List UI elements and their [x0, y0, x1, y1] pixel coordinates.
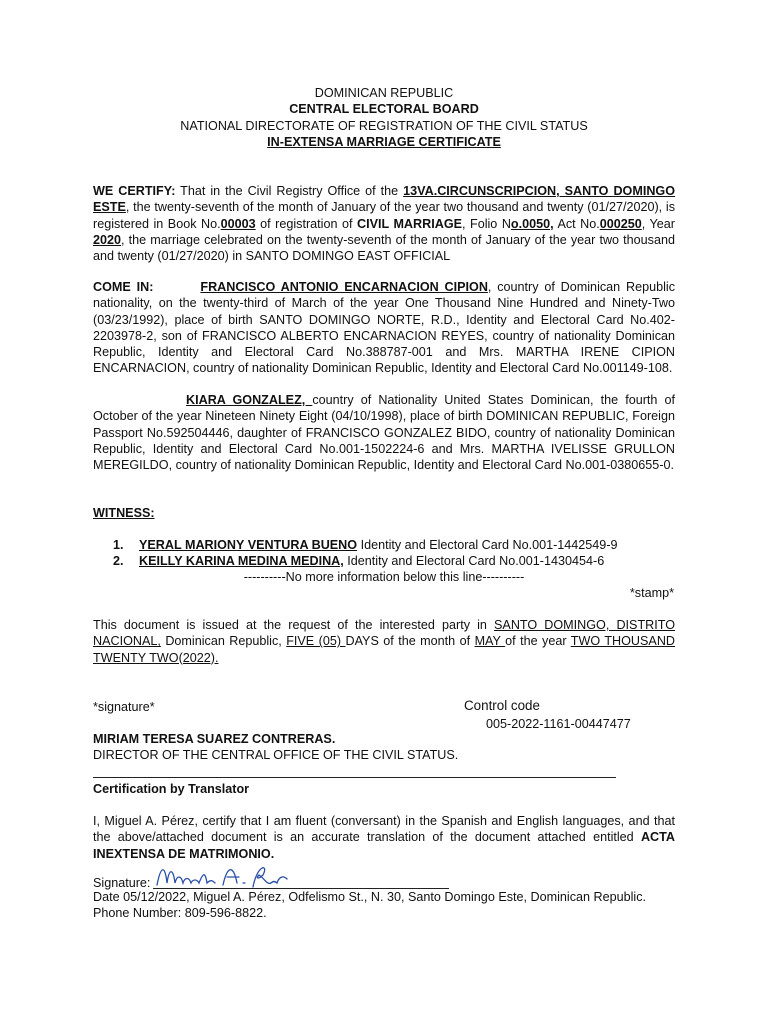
bride-name: KIARA GONZALEZ,: [186, 393, 313, 407]
witness-id: Identity and Electoral Card No.001-1430454-6: [343, 554, 605, 568]
translator-statement-text: I, Miguel A. Pérez, certify that I am fluent (conversant) in the Spanish and English languages, and that the above/attached document is an accurate translation of the document attached entitled: [93, 814, 675, 845]
bride-paragraph: [93, 392, 675, 473]
registry-office: 13VA.CIRCUNSCRIPCION, SANTO DOMINGO ESTE: [93, 184, 676, 215]
issued-text-4: of the year: [505, 634, 571, 649]
control-code-value: 005-2022-1161-00447477: [486, 717, 631, 731]
handwritten-signature-icon: [153, 859, 293, 893]
certify-text-6: , Year: [641, 216, 676, 231]
certify-text-4: , Folio N: [462, 216, 511, 231]
issued-text-3: DAYS of the month of: [345, 634, 475, 649]
book-number: 00003: [220, 216, 256, 231]
translated-document-title: ACTA INEXTENSA DE MATRIMONIO.: [93, 830, 675, 861]
certify-text-5: Act No.: [553, 216, 600, 231]
certificate-header: [0, 85, 768, 150]
groom-details: , country of Dominican Republic nationality, on the twenty-third of March of the year One Thousand Nine Hundred and Ninety-Two (03/23/1992), place of birth SANTO DOMINGO NORTE, R.D., Identity and Electoral Card No.402-2203978-2, son of FRANCISCO ALBERTO ENCARNACION REYES, country of nationality Dominican Republic, Identity and Electoral Card No.388787-001 and Mrs. MARTHA IRENE CIPION ENCARNACION, country of nationality Dominican Republic, Identity and Electoral Card No.001149-108.: [93, 280, 675, 376]
come-in-paragraph: [93, 279, 675, 377]
translator-statement: [93, 813, 675, 862]
translator-heading: Certification by Translator: [93, 782, 250, 796]
issued-place: SANTO DOMINGO, DISTRITO NACIONAL,: [93, 618, 675, 649]
registration-type: CIVIL MARRIAGE: [356, 216, 463, 231]
translator-date-address: Date 05/12/2022, Miguel A. Pérez, Odfelismo St., N. 30, Santo Domingo Este, Dominican Republic.: [93, 890, 647, 904]
witness-number: 2.: [113, 554, 124, 568]
witness-list: [113, 537, 673, 569]
end-of-info-line: ----------No more information below this line----------: [243, 570, 525, 584]
translator-phone: Phone Number: 809-596-8822.: [93, 906, 267, 920]
witness-name: YERAL MARIONY VENTURA BUENO: [139, 538, 358, 552]
header-document-title: IN-EXTENSA MARRIAGE CERTIFICATE: [267, 134, 501, 149]
issued-month: MAY: [474, 634, 506, 649]
issued-paragraph: [93, 617, 675, 666]
folio-number: o.0050,: [510, 216, 554, 231]
director-name: MIRIAM TERESA SUAREZ CONTRERAS.: [93, 732, 336, 746]
certify-lead: WE CERTIFY:: [93, 184, 176, 198]
issued-text-1: This document is issued at the request of the interested party in: [93, 618, 495, 632]
witness-id: Identity and Electoral Card No.001-1442549-9: [357, 538, 618, 552]
certify-text-7: , the marriage celebrated on the twenty-seventh of the month of January of the year two thousand and twenty (01/27/2020) in SANTO DOMINGO EAST OFFICIAL: [93, 232, 675, 264]
header-country: DOMINICAN REPUBLIC: [314, 86, 454, 100]
list-item: [113, 537, 673, 553]
signature-note: *signature*: [93, 700, 155, 714]
signature-label: Signature:: [93, 876, 151, 890]
bride-details: country of Nationality United States Dominican, the fourth of October of the year Nineteen Ninety Eight (04/10/1998), place of birth DOMINICAN REPUBLIC, Foreign Passport No.592504446, daughter of FRANCISCO GONZALEZ BIDO, country of nationality Dominican Republic, Identity and Electoral Card No.001-1502224-6 and Mrs. MARTHA IVELISSE GRULLON MEREGILDO, country of nationality Dominican Republic, Identity and Electoral Card No.001-0380655-0.: [93, 393, 675, 473]
witness-number: 1.: [113, 538, 124, 552]
director-title: DIRECTOR OF THE CENTRAL OFFICE OF THE CIVIL STATUS.: [93, 748, 459, 762]
divider: [93, 777, 616, 778]
witness-name: KEILLY KARINA MEDINA MEDINA,: [139, 554, 344, 568]
act-number: 000250: [599, 216, 642, 231]
stamp-note: *stamp*: [629, 586, 674, 600]
groom-name: FRANCISCO ANTONIO ENCARNACION CIPION: [200, 280, 488, 294]
certify-paragraph: [93, 183, 675, 264]
certify-text-1: That in the Civil Registry Office of the: [175, 184, 404, 198]
header-directorate: NATIONAL DIRECTORATE OF REGISTRATION OF THE CIVIL STATUS: [180, 118, 588, 133]
issued-days: FIVE (05): [286, 634, 346, 649]
list-item: [113, 553, 673, 569]
certify-text-2: , the twenty-seventh of the month of January of the year two thousand and twenty (01/27/2020), is registered in Book No.: [93, 200, 675, 231]
header-board: CENTRAL ELECTORAL BOARD: [289, 102, 479, 117]
certify-text-3: of registration of: [255, 216, 357, 231]
issued-text-2: Dominican Republic,: [160, 634, 287, 649]
registration-year: 2020: [93, 232, 122, 247]
control-code-label: Control code: [464, 698, 540, 713]
come-in-lead: COME IN:: [93, 280, 154, 294]
issued-year: TWO THOUSAND TWENTY TWO(2022).: [93, 634, 676, 665]
witness-heading: WITNESS:: [93, 506, 155, 520]
